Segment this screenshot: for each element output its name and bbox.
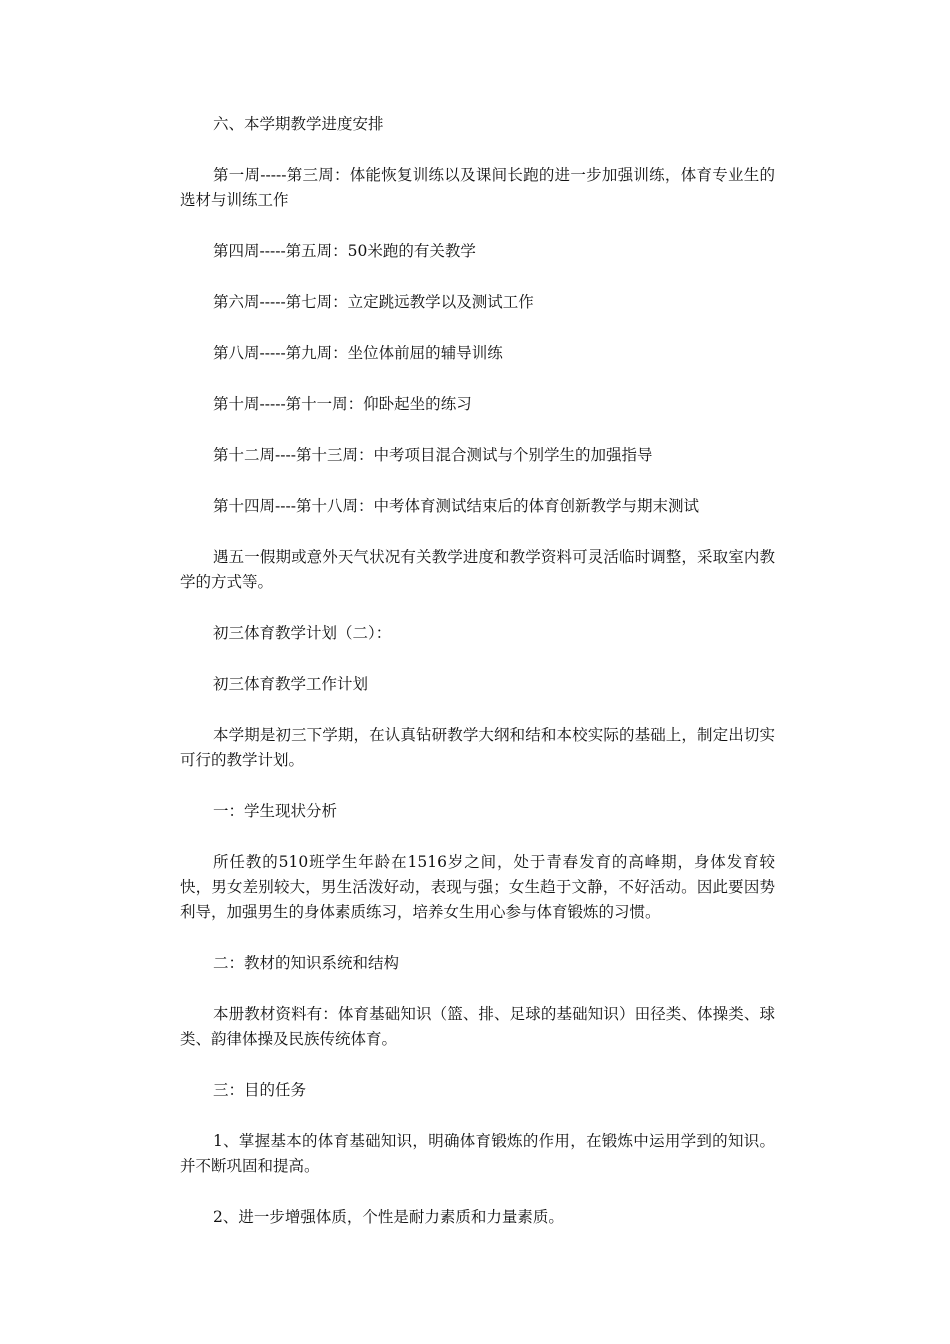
goal-item-2: 2、进一步增强体质，个性是耐力素质和力量素质。	[213, 1208, 564, 1226]
document-page	[180, 112, 775, 1256]
section-heading-materials: 二：教材的知识系统和结构	[213, 954, 400, 972]
plan-title: 初三体育教学工作计划	[213, 675, 369, 693]
schedule-item-week-14-18: 第十四周----第十八周：中考体育测试结束后的体育创新教学与期末测试	[213, 497, 699, 515]
intro-paragraph: 本学期是初三下学期，在认真钻研教学大纲和结和本校实际的基础上，制定出切实可行的教学计划。	[180, 726, 775, 769]
students-analysis-paragraph: 所任教的510班学生年龄在1516岁之间，处于青春发育的高峰期，身体发育较快，男女差别较大，男生活泼好动，表现与强；女生趋于文静，不好活动。因此要因势利导，加强男生的身体素质练习，培养女生用心参与体育锻炼的习惯。	[180, 853, 775, 921]
goal-item-1: 1、掌握基本的体育基础知识，明确体育锻炼的作用，在锻炼中运用学到的知识。并不断巩固和提高。	[180, 1132, 775, 1175]
plan-subtitle: 初三体育教学计划（二）：	[213, 624, 392, 642]
section-heading-progress: 六、本学期教学进度安排	[213, 115, 384, 133]
schedule-item-week-8-9: 第八周-----第九周：坐位体前屈的辅导训练	[213, 344, 503, 362]
schedule-item-week-4-5: 第四周-----第五周：50米跑的有关教学	[213, 242, 476, 260]
schedule-item-week-12-13: 第十二周----第十三周：中考项目混合测试与个别学生的加强指导	[213, 446, 653, 464]
schedule-note: 遇五一假期或意外天气状况有关教学进度和教学资料可灵活临时调整，采取室内教学的方式等。	[180, 548, 775, 591]
section-heading-students: 一：学生现状分析	[213, 802, 338, 820]
section-heading-goals: 三：目的任务	[213, 1081, 307, 1099]
schedule-item-week-1-3: 第一周-----第三周：体能恢复训练以及课间长跑的进一步加强训练，体育专业生的选材与训练工作	[180, 166, 775, 209]
schedule-item-week-6-7: 第六周-----第七周：立定跳远教学以及测试工作	[213, 293, 534, 311]
schedule-item-week-10-11: 第十周-----第十一周：仰卧起坐的练习	[213, 395, 472, 413]
materials-paragraph: 本册教材资料有：体育基础知识（篮、排、足球的基础知识）田径类、体操类、球类、韵律体操及民族传统体育。	[180, 1005, 775, 1048]
